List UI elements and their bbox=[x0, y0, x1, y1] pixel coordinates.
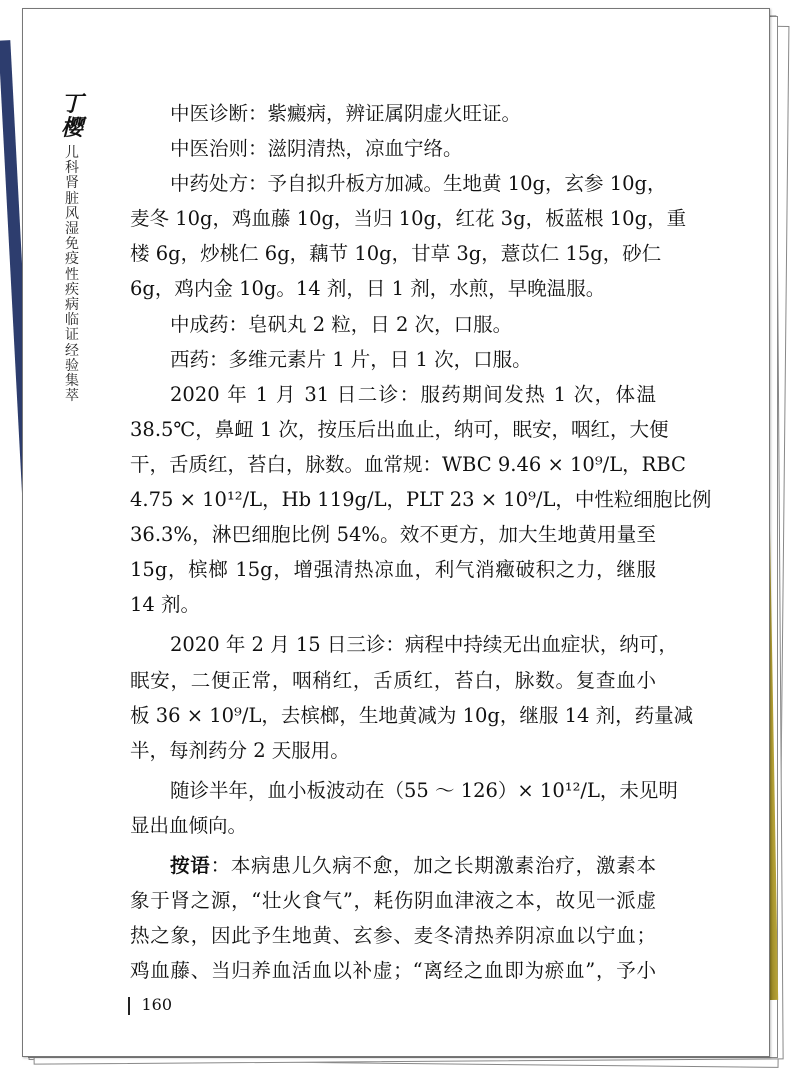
text-line bbox=[130, 236, 662, 271]
paragraph bbox=[130, 342, 656, 377]
paragraph bbox=[130, 166, 687, 306]
text-line bbox=[130, 773, 678, 808]
text-line bbox=[130, 918, 656, 953]
paragraph bbox=[130, 96, 656, 131]
line-text: 36.3%，淋巴细胞比例 54%。效不更方，加大生地黄用量至 bbox=[130, 523, 656, 547]
line-text: 麦冬 10g，鸡血藤 10g，当归 10g，红花 3g，板蓝根 10g，重 bbox=[130, 207, 687, 231]
line-text: 显出血倾向。 bbox=[130, 813, 248, 837]
paragraph bbox=[130, 131, 656, 166]
line-text: 热之象，因此予生地黄、玄参、麦冬清热养阴凉血以宁血； bbox=[130, 924, 656, 948]
line-text: 随诊半年，血小板波动在（55 ～ 126）× 10¹²/L，未见明 bbox=[170, 778, 678, 802]
line-text: 西药：多维元素片 1 片，日 1 次，口服。 bbox=[170, 347, 532, 371]
paragraph bbox=[130, 627, 694, 767]
line-text: 中成药：皂矾丸 2 粒，日 2 次，口服。 bbox=[170, 312, 513, 336]
line-text: 中药处方：予自拟升板方加减。生地黄 10g，玄参 10g， bbox=[170, 172, 667, 196]
line-text: 2020 年 2 月 15 日三诊：病程中持续无出血症状，纳可， bbox=[170, 633, 678, 657]
text-line bbox=[130, 663, 656, 698]
page-number bbox=[128, 995, 172, 1015]
text-line bbox=[130, 377, 656, 412]
text-line bbox=[130, 698, 694, 733]
text-line bbox=[130, 848, 656, 883]
line-text: 中医诊断：紫癜病，辨证属阴虚火旺证。 bbox=[170, 102, 522, 125]
text-line bbox=[130, 166, 667, 201]
page-number-rule bbox=[128, 997, 130, 1015]
line-text: 板 36 × 10⁹/L，去槟榔，生地黄减为 10g，继服 14 剂，药量减 bbox=[130, 703, 694, 727]
text-line bbox=[130, 482, 712, 517]
text-line bbox=[130, 883, 656, 918]
line-text: 干，舌质红，苔白，脉数。血常规：WBC 9.46 × 10⁹/L，RBC bbox=[130, 452, 686, 476]
line-text: 中医治则：滋阴清热，凉血宁络。 bbox=[170, 137, 463, 161]
text-line bbox=[130, 953, 656, 988]
line-text: 楼 6g，炒桃仁 6g，藕节 10g，甘草 3g，薏苡仁 15g，砂仁 bbox=[130, 242, 662, 266]
text-line bbox=[130, 307, 656, 342]
line-text: 38.5℃，鼻衄 1 次，按压后出血止，纳可，眠安，咽红，大便 bbox=[130, 417, 669, 441]
text-line bbox=[130, 201, 687, 236]
text-line bbox=[130, 517, 656, 552]
line-text: 2020 年 1 月 31 日二诊：服药期间发热 1 次，体温 bbox=[170, 382, 656, 406]
text-line bbox=[130, 412, 669, 447]
text-line bbox=[130, 552, 656, 587]
paragraph bbox=[130, 377, 712, 623]
text-line bbox=[130, 447, 686, 482]
annotation-label: 按语 bbox=[170, 853, 211, 877]
line-text: 象于肾之源，“壮火食气”，耗伤阴血津液之本，故见一派虚 bbox=[130, 889, 656, 913]
author-logo: 丁樱 bbox=[60, 91, 83, 141]
line-text: 6g，鸡内金 10g。14 剂，日 1 剂，水煎，早晚温服。 bbox=[130, 277, 606, 301]
paragraph bbox=[130, 848, 656, 988]
line-text: 鸡血藤、当归养血活血以补虚；“离经之血即为瘀血”，予小 bbox=[130, 959, 656, 983]
text-line bbox=[130, 342, 656, 377]
text-line bbox=[130, 733, 656, 768]
line-text: 15g，槟榔 15g，增强清热凉血，利气消癥破积之力，继服 bbox=[130, 558, 656, 582]
page-body-text bbox=[130, 96, 712, 988]
paragraph bbox=[130, 307, 656, 342]
line-text: 半，每剂药分 2 天服用。 bbox=[130, 738, 350, 762]
text-line bbox=[130, 96, 656, 131]
text-line bbox=[130, 131, 656, 166]
text-line bbox=[130, 587, 656, 622]
line-text: ：本病患儿久病不愈，加之长期激素治疗，激素本 bbox=[210, 853, 656, 877]
line-text: 眠安，二便正常，咽稍红，舌质红，苔白，脉数。复查血小 bbox=[130, 668, 656, 692]
series-title-vertical: 儿科肾脏风湿免疫性疾病临证经验集萃 bbox=[65, 145, 79, 405]
line-text: 14 剂。 bbox=[130, 593, 201, 617]
page-number-text: 160 bbox=[141, 995, 173, 1014]
line-text: 4.75 × 10¹²/L，Hb 119g/L，PLT 23 × 10⁹/L，中性粒细胞比例 bbox=[130, 488, 712, 512]
text-line bbox=[130, 627, 678, 662]
paragraph bbox=[130, 773, 678, 843]
text-line bbox=[130, 808, 656, 843]
text-line bbox=[130, 271, 656, 306]
